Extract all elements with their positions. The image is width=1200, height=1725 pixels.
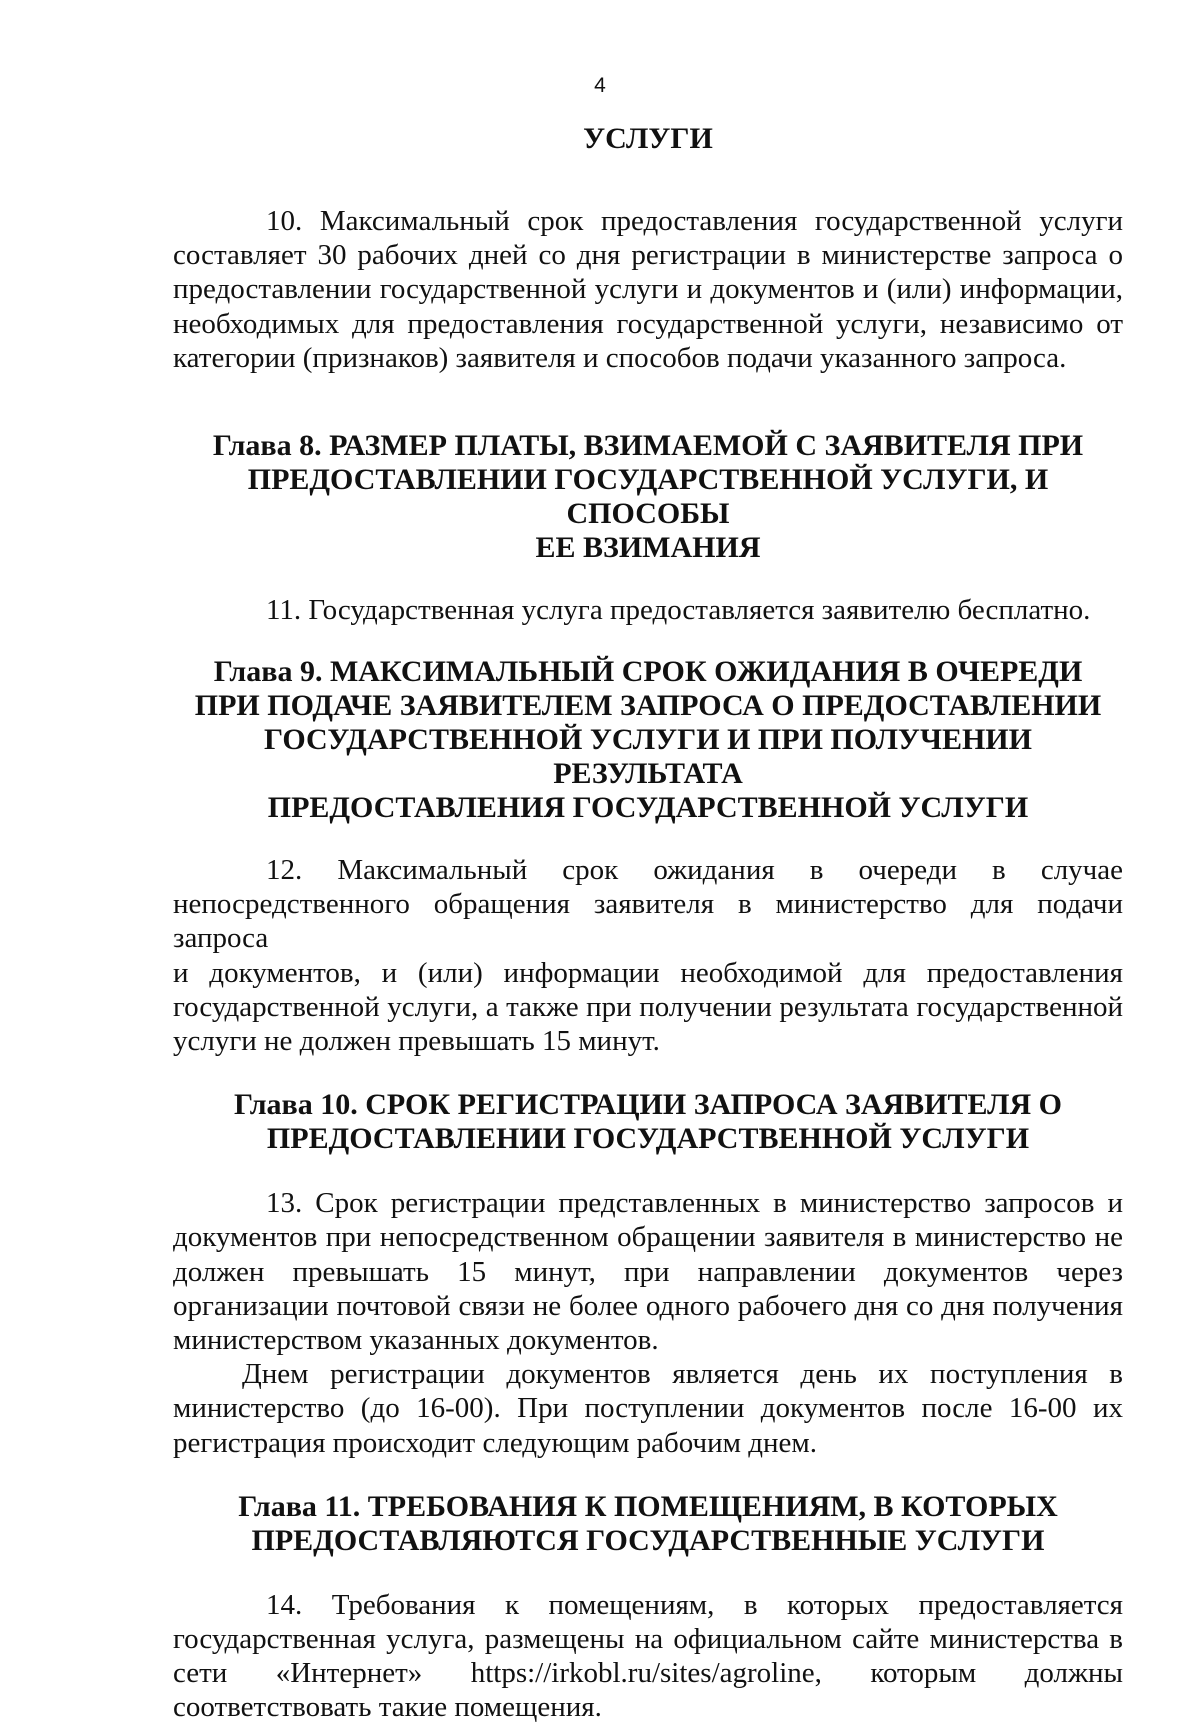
paragraph-11: 11. Государственная услуга предоставляется заявителю бесплатно. [266, 594, 1091, 627]
text-line: государственная услуга, размещены на официальном сайте министерства в [173, 1623, 1123, 1656]
heading-line: ЕЕ ВЗИМАНИЯ [535, 531, 761, 565]
chapter-9-heading [173, 655, 1123, 825]
text-line: необходимых для предоставления государственной услуги, независимо от [173, 307, 1123, 340]
paragraph-14 [173, 1588, 1123, 1725]
text-line: регистрация происходит следующим рабочим днем. [173, 1426, 818, 1459]
heading-line: ПРЕДОСТАВЛЕНИИ ГОСУДАРСТВЕННОЙ УСЛУГИ, И СПОСОБЫ [247, 463, 1049, 531]
heading-line: ПРЕДОСТАВЛЕНИИ ГОСУДАРСТВЕННОЙ УСЛУГИ [266, 1122, 1030, 1156]
document-content [173, 122, 1123, 1725]
heading-line: Глава 8. РАЗМЕР ПЛАТЫ, ВЗИМАЕМОЙ С ЗАЯВИТЕЛЯ ПРИ [212, 429, 1084, 463]
heading-line: ГОСУДАРСТВЕННОЙ УСЛУГИ И ПРИ ПОЛУЧЕНИИ РЕЗУЛЬТАТА [264, 723, 1032, 791]
text-line: 12. Максимальный срок ожидания в очереди в случае [266, 854, 1123, 887]
text-line: организации почтовой связи не более одного рабочего дня со дня получения [173, 1289, 1123, 1322]
text-line: министерство (до 16-00). При поступлении документов после 16-00 их [173, 1392, 1123, 1425]
text-line: составляет 30 рабочих дней со дня регистрации в министерстве запроса о [173, 239, 1123, 272]
continued-heading: УСЛУГИ [583, 122, 713, 155]
text-line: 10. Максимальный срок предоставления государственной услуги [266, 205, 1123, 237]
text-line: должен превышать 15 минут, при направлении документов через [173, 1255, 1123, 1288]
heading-line: ПРИ ПОДАЧЕ ЗАЯВИТЕЛЕМ ЗАПРОСА О ПРЕДОСТАВЛЕНИИ [194, 689, 1102, 723]
chapter-8-heading [173, 429, 1123, 565]
paragraph-13-registration-day [173, 1357, 1123, 1460]
heading-line: Глава 11. ТРЕБОВАНИЯ К ПОМЕЩЕНИЯМ, В КОТОРЫХ [238, 1489, 1058, 1523]
text-line: предоставлении государственной услуги и документов и (или) информации, [173, 273, 1123, 306]
heading-line: ПРЕДОСТАВЛЕНИЯ ГОСУДАРСТВЕННОЙ УСЛУГИ [267, 791, 1029, 825]
paragraph-13 [173, 1186, 1123, 1357]
heading-line: Глава 10. СРОК РЕГИСТРАЦИИ ЗАПРОСА ЗАЯВИТЕЛЯ О [234, 1088, 1062, 1122]
chapter-10-heading [173, 1088, 1123, 1156]
text-line: соответствовать такие помещения. [173, 1691, 602, 1724]
text-line: государственной услуги, а также при получении результата государственной [173, 990, 1123, 1023]
paragraph-10 [173, 204, 1123, 375]
text-line: министерством указанных документов. [173, 1324, 659, 1357]
text-line: сети «Интернет» https://irkobl.ru/sites/agroline, которым должны [173, 1657, 1123, 1690]
paragraph-12 [173, 853, 1123, 1058]
chapter-11-heading [173, 1490, 1123, 1558]
text-line: 13. Срок регистрации представленных в министерство запросов и [266, 1187, 1123, 1220]
text-line: 14. Требования к помещениям, в которых предоставляется [266, 1588, 1123, 1621]
page-number: 4 [594, 74, 606, 97]
heading-line: ПРЕДОСТАВЛЯЮТСЯ ГОСУДАРСТВЕННЫЕ УСЛУГИ [251, 1523, 1045, 1557]
text-line: документов при непосредственном обращении заявителя в министерство не [173, 1221, 1123, 1254]
text-line: услуги не должен превышать 15 минут. [173, 1025, 660, 1058]
text-line: непосредственного обращения заявителя в министерство для подачи запроса [173, 888, 1123, 955]
heading-line: Глава 9. МАКСИМАЛЬНЫЙ СРОК ОЖИДАНИЯ В ОЧЕРЕДИ [213, 655, 1083, 689]
text-line: категории (признаков) заявителя и способов подачи указанного запроса. [173, 341, 1067, 374]
text-line: и документов, и (или) информации необходимой для предоставления [173, 956, 1123, 989]
text-line: Днем регистрации документов является день их поступления в [242, 1358, 1123, 1391]
